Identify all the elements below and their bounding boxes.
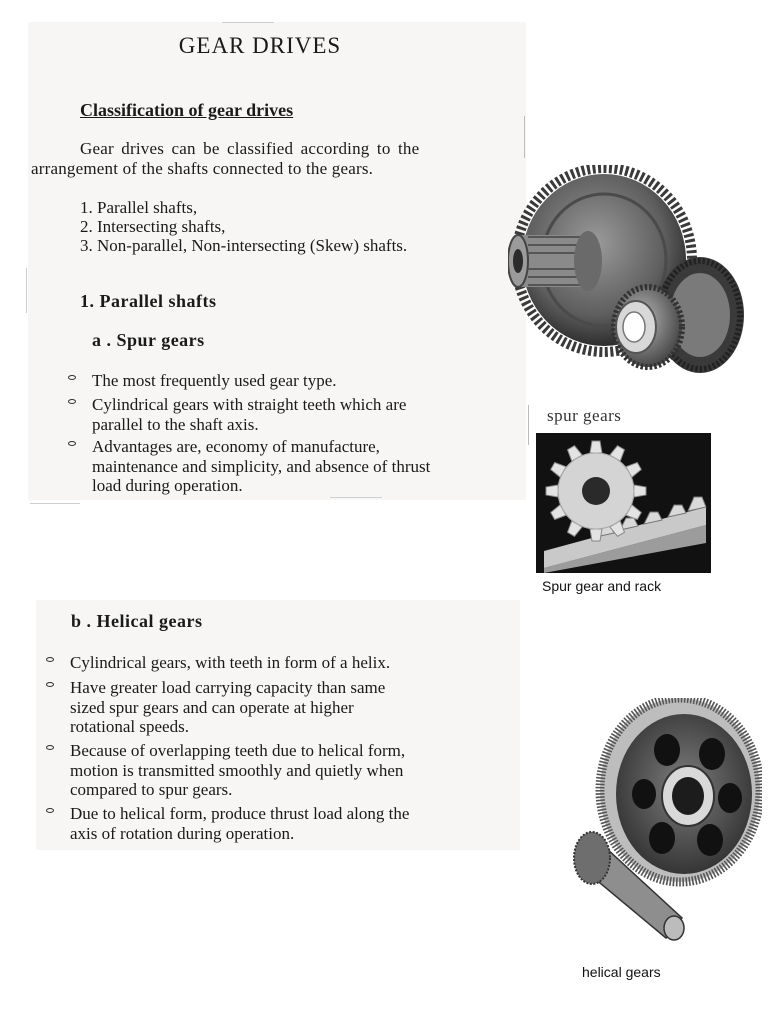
bullet-line: The most frequently used gear type. — [92, 371, 337, 390]
bullet-icon — [68, 399, 76, 404]
bullet-icon — [68, 441, 76, 446]
parallel-shafts-heading: 1. Parallel shafts — [80, 291, 217, 311]
bullet-icon — [46, 682, 54, 687]
classification-heading: Classification of gear drives — [80, 100, 294, 120]
scan-edge — [528, 405, 529, 445]
helical-bullet — [70, 804, 409, 843]
spur-gear-rack-image — [536, 433, 711, 573]
classification-paragraph-line2: arrangement of the shafts connected to the gears. — [31, 159, 374, 178]
bullet-line: load during operation. — [92, 476, 243, 495]
bullet-line: sized spur gears and can operate at higher — [70, 697, 354, 717]
bullet-line: Have greater load carrying capacity than same — [70, 678, 386, 697]
classification-item: 2. Intersecting shafts, — [80, 217, 226, 236]
bullet-line: rotational speeds. — [70, 717, 189, 736]
spur-gears-heading: a . Spur gears — [92, 330, 205, 350]
bullet-icon — [46, 808, 54, 813]
classification-list — [80, 198, 407, 255]
classification-item: 1. Parallel shafts, — [80, 198, 198, 217]
bullet-icon — [68, 375, 76, 380]
classification-paragraph-line1: Gear drives can be classified according to the — [80, 139, 420, 158]
spur-gear-rack-caption: Spur gear and rack — [542, 578, 662, 594]
scan-edge — [524, 116, 525, 158]
scan-rule — [30, 503, 80, 504]
scan-rule — [222, 22, 274, 23]
classification-item: 3. Non-parallel, Non-intersecting (Skew) shafts. — [80, 236, 408, 255]
bullet-line: Cylindrical gears with straight teeth which are — [92, 395, 407, 414]
scan-rule — [330, 497, 382, 498]
spur-gears-image — [508, 165, 748, 390]
helical-gears-image — [562, 698, 762, 948]
page-title: GEAR DRIVES — [178, 33, 342, 58]
bullet-line: Advantages are, economy of manufacture, — [92, 437, 380, 456]
bullet-icon — [46, 745, 54, 750]
helical-bullet — [70, 678, 385, 737]
spur-bullet — [92, 395, 406, 434]
bullet-line: Because of overlapping teeth due to helical form, — [70, 741, 406, 760]
bullet-icon — [46, 657, 54, 662]
scan-edge — [26, 268, 27, 313]
bullet-line: maintenance and simplicity, and absence of thrust — [92, 456, 431, 476]
helical-bullet — [70, 741, 405, 800]
spur-bullet — [92, 437, 430, 496]
bullet-line: Cylindrical gears, with teeth in form of a helix. — [70, 653, 391, 672]
bullet-line: axis of rotation during operation. — [70, 823, 295, 843]
spur-bullet — [92, 371, 337, 391]
bullet-line: compared to spur gears. — [70, 780, 233, 799]
bullet-line: Due to helical form, produce thrust load along the — [70, 804, 410, 823]
bullet-line: motion is transmitted smoothly and quietly when — [70, 760, 404, 780]
bullet-line: parallel to the shaft axis. — [92, 414, 259, 434]
helical-gears-caption: helical gears — [582, 964, 661, 980]
helical-gears-heading: b . Helical gears — [71, 611, 203, 631]
helical-bullet — [70, 653, 390, 673]
spur-gears-caption: spur gears — [547, 406, 622, 425]
